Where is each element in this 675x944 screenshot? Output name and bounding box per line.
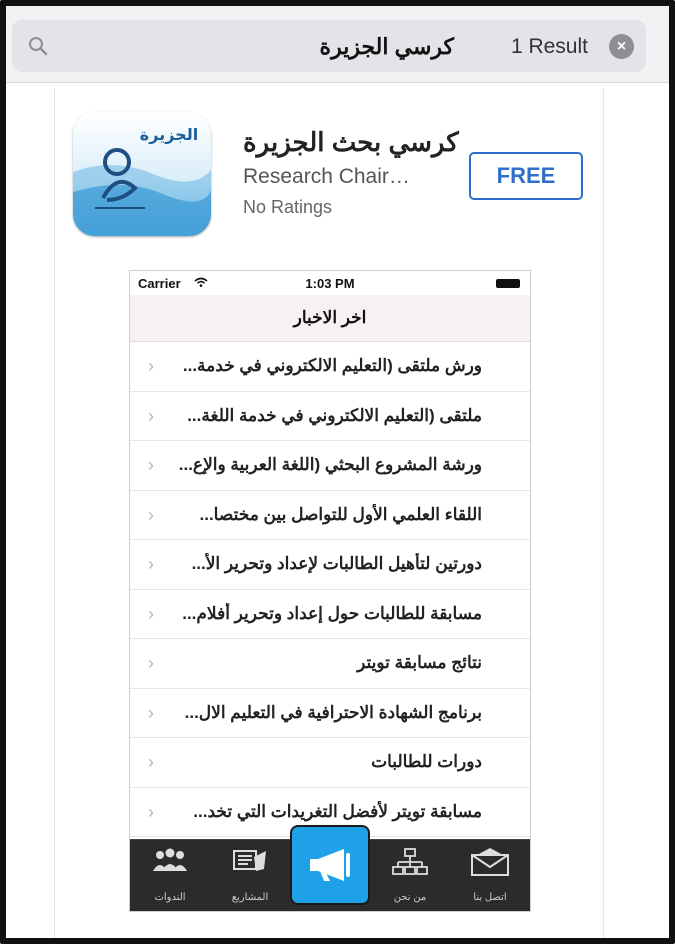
app-icon[interactable]	[73, 112, 211, 236]
list-item-text: نتائج مسابقة تويتر	[357, 653, 482, 672]
search-icon	[28, 36, 48, 56]
tab-contact[interactable]	[450, 839, 530, 911]
news-list	[130, 342, 530, 837]
status-time: 1:03 PM	[305, 276, 355, 291]
chevron-right-icon: ›	[148, 603, 154, 624]
carrier-label: Carrier	[138, 276, 181, 291]
list-item-text: مسابقة تويتر لأفضل التغريدات التي تخد...	[193, 801, 482, 821]
chevron-right-icon: ›	[148, 554, 154, 574]
tab-projects[interactable]	[210, 839, 290, 911]
list-item-text: مسابقة للطالبات حول إعداد وتحرير أفلام...	[182, 603, 482, 623]
search-input[interactable]	[12, 20, 646, 72]
tab-label: الندوات	[154, 892, 186, 903]
list-item-text: دورات للطالبات	[371, 752, 482, 771]
chevron-right-icon: ›	[148, 752, 154, 772]
tab-label: من نحن	[393, 892, 427, 903]
list-item[interactable]	[130, 639, 530, 689]
list-item[interactable]	[130, 590, 530, 640]
list-item-text: برنامج الشهادة الاحترافية في التعليم الال...	[184, 702, 482, 722]
tab-seminars[interactable]	[130, 839, 210, 911]
nav-title: اخر الاخبار	[293, 308, 367, 327]
tab-bar	[130, 827, 530, 911]
list-item[interactable]	[130, 689, 530, 739]
list-item[interactable]	[130, 491, 530, 541]
get-free-button[interactable]: FREE	[469, 152, 583, 200]
list-item[interactable]	[130, 342, 530, 392]
megaphone-icon	[306, 845, 354, 885]
people-icon	[150, 847, 190, 875]
list-item-text: ورشة المشروع البحثي (اللغة العربية والإع...	[178, 455, 482, 474]
tab-about[interactable]	[370, 839, 450, 911]
tab-news-active[interactable]	[292, 827, 368, 903]
list-item[interactable]	[130, 392, 530, 442]
search-result-card[interactable]	[54, 88, 604, 938]
hierarchy-icon	[390, 847, 430, 877]
chevron-right-icon: ›	[148, 504, 154, 525]
app-logo-icon	[73, 112, 211, 236]
app-screenshot[interactable]	[129, 270, 531, 912]
list-item[interactable]	[130, 540, 530, 590]
chevron-right-icon: ›	[148, 801, 154, 822]
list-item[interactable]	[130, 738, 530, 788]
clear-search-icon[interactable]: ×	[609, 34, 634, 59]
battery-icon	[496, 279, 520, 288]
svg-text:الجزيرة: الجزيرة	[139, 125, 199, 144]
nav-bar	[130, 295, 530, 342]
chevron-right-icon: ›	[148, 356, 154, 376]
projects-icon	[230, 847, 270, 877]
result-count: 1 Result	[510, 35, 588, 58]
list-item-text: دورتين لتأهيل الطالبات لإعداد وتحرير الأ...	[191, 554, 482, 573]
search-query-text: كرسي الجزيرة	[319, 34, 454, 59]
app-title[interactable]: كرسي بحث الجزيرة	[243, 127, 459, 157]
list-item[interactable]	[130, 441, 530, 491]
status-bar	[130, 271, 530, 295]
tab-label: المشاريع	[231, 892, 269, 903]
list-item-text: ملتقى (التعليم الالكتروني في خدمة اللغة...	[187, 405, 482, 425]
app-subtitle: Research Chair…	[243, 165, 410, 188]
chevron-right-icon: ›	[148, 455, 154, 475]
tab-label: اتصل بنا	[473, 892, 507, 903]
search-bar	[6, 6, 669, 83]
chevron-right-icon: ›	[148, 653, 154, 673]
envelope-icon	[469, 847, 511, 877]
list-item-text: ورش ملتقى (التعليم الالكتروني في خدمة...	[182, 356, 482, 375]
chevron-right-icon: ›	[148, 405, 154, 426]
app-rating: No Ratings	[243, 197, 333, 217]
chevron-right-icon: ›	[148, 702, 154, 723]
list-item-text: اللقاء العلمي الأول للتواصل بين مختصا...	[199, 504, 482, 524]
